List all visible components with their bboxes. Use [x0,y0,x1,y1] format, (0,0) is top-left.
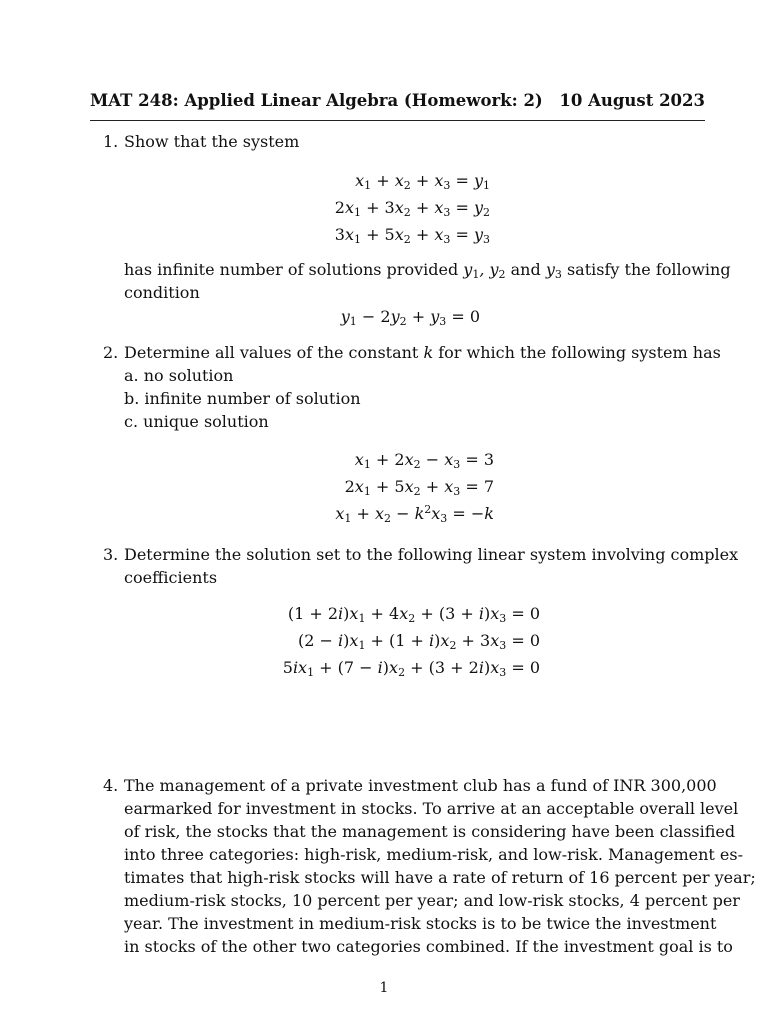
q3-line-1: Determine the solution set to the following linear system involving complex [124,545,739,564]
q1-condition-word: condition [124,283,200,302]
header-rule [90,120,705,121]
q1-eq-1: $x_1 + x_2 + x_3 = y_1$ [355,171,490,192]
q1-condition-eq: $y_1 - 2y_2 + y_3 = 0$ [340,307,480,328]
page-number: 1 [379,980,389,996]
q1-text-start: has infinite number of solutions provided [124,260,459,279]
q2-option-c: c. unique solution [124,412,269,431]
q4-line: of risk, the stocks that the management is considering have been classified [124,822,736,841]
q2-var-k: k [423,343,434,362]
page-header [90,91,705,113]
q4-line: year. The investment in medium-risk stocks is to be twice the investment [124,914,717,933]
q4-number: 4. [103,776,119,795]
q2-eq-3: $x_1 + x_2 - k^2x_3 = -k$ [335,503,494,525]
q4-line: timates that high-risk stocks will have a rate of return of 16 percent per year; [124,868,756,887]
q1-text-and: and [510,260,541,279]
q4-line: into three categories: high-risk, medium-risk, and low-risk. Management es- [124,845,744,864]
q1-vars: $y_1$, $y_2$ [463,260,506,281]
q4-line: medium-risk stocks, 10 percent per year; and low-risk stocks, 4 percent per [124,891,740,910]
q2-eq-2: $2x_1 + 5x_2 + x_3 = 7$ [344,477,494,498]
q3-eq-2: $(2 - i)x_1 + (1 + i)x_2 + 3x_3 = 0$ [298,631,540,652]
q1-eq-2: $2x_1 + 3x_2 + x_3 = y_2$ [334,198,490,219]
q2-option-a: a. no solution [124,366,234,385]
q1-number: 1. [103,132,119,151]
q2-number: 2. [103,343,119,362]
q3-number: 3. [103,545,119,564]
q1-condition-text [124,260,731,281]
q1-intro: Show that the system [124,132,300,151]
q2-eq-1: $x_1 + 2x_2 - x_3 = 3$ [354,450,494,471]
q2-intro: Determine all values of the constant [124,343,419,362]
q1-text-tail: satisfy the following [566,260,731,279]
q4-line: earmarked for investment in stocks. To arrive at an acceptable overall level [124,799,739,818]
q3-eq-1: $(1 + 2i)x_1 + 4x_2 + (3 + i)x_3 = 0$ [287,604,540,625]
q2-intro-line [124,343,721,363]
q4-line: The management of a private investment club has a fund of INR 300,000 [124,776,717,795]
q3-line-2: coefficients [124,568,218,587]
q3-eq-3: $5ix_1 + (7 - i)x_2 + (3 + 2i)x_3 = 0$ [282,658,540,679]
q4-line: in stocks of the other two categories combined. If the investment goal is to [124,937,733,956]
q1-eq-3: $3x_1 + 5x_2 + x_3 = y_3$ [334,225,490,246]
q2-intro-tail: for which the following system has [438,343,721,362]
course-title: MAT 248: Applied Linear Algebra (Homework: 2) [90,91,543,110]
q1-var-y3: $y_3$ [545,260,562,281]
q2-option-b: b. infinite number of solution [124,389,361,408]
header-date: 10 August 2023 [559,91,705,110]
